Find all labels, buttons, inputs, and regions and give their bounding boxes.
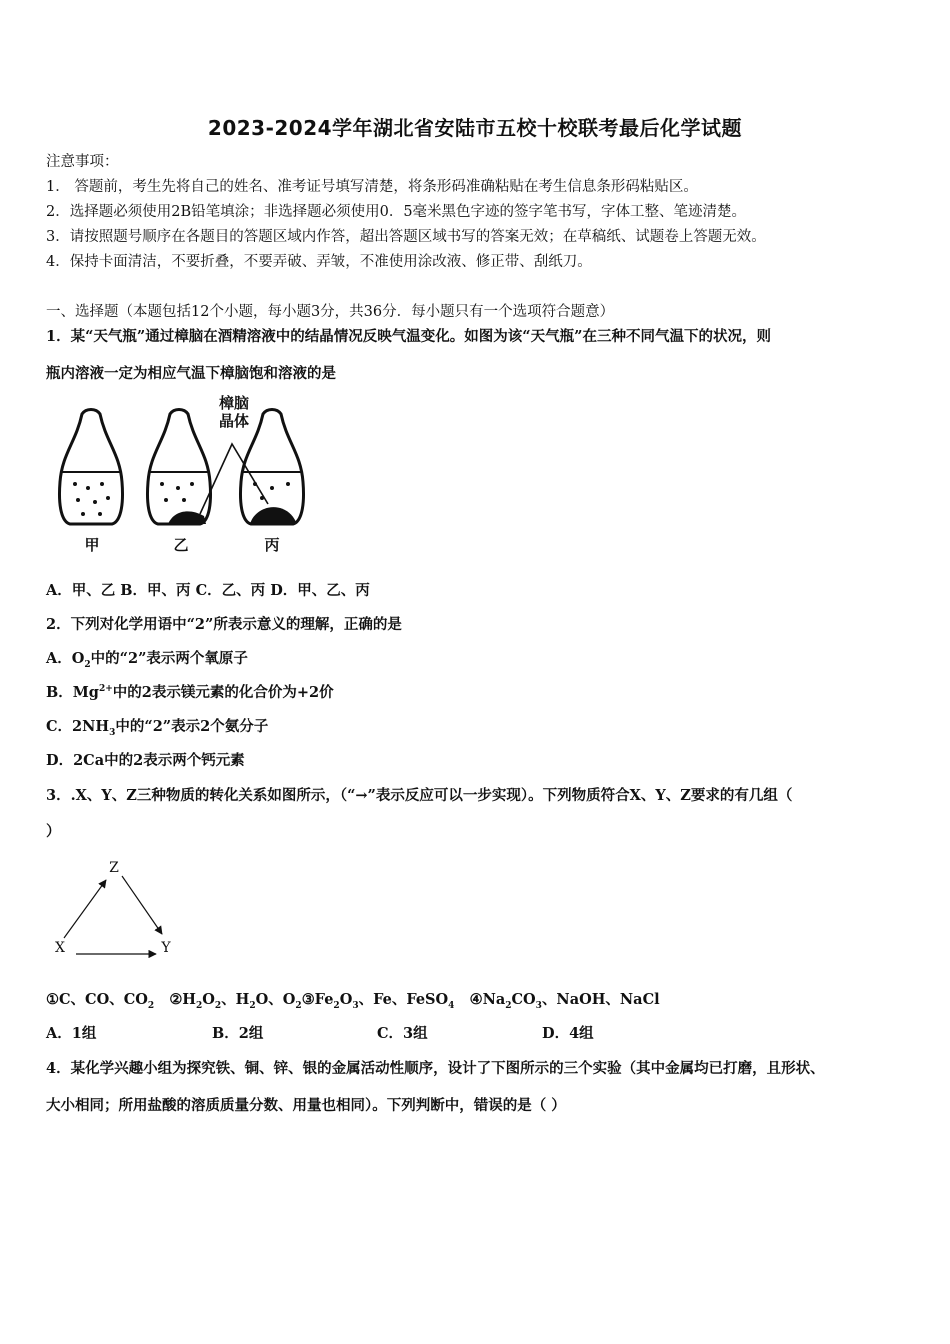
notice-item: 2．选择题必须使用2B铅笔填涂；非选择题必须使用0．5毫米黑色字迹的签字笔书写，字体工整、笔迹清楚。 — [46, 204, 747, 220]
bottle-label-jia: 甲 — [84, 536, 100, 554]
q1-stem-line2: 瓶内溶液一定为相应气温下樟脑饱和溶液的是 — [46, 365, 336, 382]
section-heading: 一、选择题（本题包括12个小题，每小题3分，共36分．每小题只有一个选项符合题意） — [46, 304, 615, 320]
q3-option-b: B．2组 — [212, 1025, 264, 1042]
crystal-label-line1: 樟脑 — [218, 394, 250, 412]
bottle-label-yi: 乙 — [173, 536, 189, 554]
q3-option-d: D．4组 — [542, 1025, 594, 1042]
q4-stem-line2: 大小相同；所用盐酸的溶质质量分数、用量也相同）。下列判断中，错误的是（ ） — [46, 1097, 566, 1114]
bottle-yi-particles — [160, 482, 194, 502]
node-y: Y — [161, 940, 171, 956]
node-x: X — [55, 940, 65, 956]
xyz-conversion-diagram — [46, 852, 186, 964]
q2-option-b: B．$Mg^{2+}$中的2表示镁元素的化合价为+2价 — [46, 684, 334, 701]
q1-stem-line1: 1．某“天气瓶”通过樟脑在酒精溶液中的结晶情况反映气温变化。如图为该“天气瓶”在三种不同气温下的状况，则 — [46, 328, 771, 345]
node-z: Z — [109, 860, 119, 876]
q2-option-d: D．2Ca中的2表示两个钙元素 — [46, 752, 245, 769]
bottle-bing-crystal — [250, 507, 296, 524]
weather-bottles-svg — [50, 392, 310, 560]
q3-groups: ①C、CO、$CO_2$ $②H_2O_2$、$H_2O$、$O_2③Fe_2O_3$、Fe、FeSO$_4$ $④Na_2CO_3$、NaOH、NaCl — [46, 991, 660, 1011]
q3-option-a: A．1组 — [46, 1025, 97, 1042]
bottle-label-bing: 丙 — [264, 536, 280, 554]
q2-option-a: A．$O_2$中的“2”表示两个氧原子 — [46, 650, 248, 670]
bottle-yi — [147, 410, 210, 525]
bottle-bing-particles — [253, 482, 290, 500]
crystal-label-line2: 晶体 — [218, 412, 250, 430]
notice-item: 1． 答题前，考生先将自己的姓名、准考证号填写清楚，将条形码准确粘贴在考生信息条形码粘贴区。 — [46, 179, 698, 195]
arrow-x-to-z — [64, 880, 106, 938]
q2-option-c: C．$2NH_3$中的“2”表示2个氨分子 — [46, 718, 269, 738]
weather-bottle-figure — [50, 392, 310, 560]
q3-option-c: C．3组 — [377, 1025, 428, 1042]
arrow-z-to-y — [122, 876, 162, 934]
bottle-bing — [240, 410, 303, 525]
q2-stem: 2．下列对化学用语中“2”所表示意义的理解，正确的是 — [46, 616, 402, 633]
notice-heading: 注意事项： — [46, 154, 119, 170]
q4-stem-line1: 4．某化学兴趣小组为探究铁、铜、锌、银的金属活动性顺序，设计了下图所示的三个实验（其中金属均已打磨，且形状、 — [46, 1060, 825, 1077]
q3-stem-line1: 3．.X、Y、Z三种物质的转化关系如图所示，（“→”表示反应可以一步实现）。下列物质符合X、Y、Z要求的有几组（ — [46, 787, 793, 804]
q1-options: A．甲、乙 B．甲、丙 C．乙、丙 D．甲、乙、丙 — [46, 582, 370, 599]
bottle-jia — [59, 410, 122, 525]
q3-stem-line2: ） — [46, 823, 61, 840]
notice-item: 3．请按照题号顺序在各题目的答题区域内作答，超出答题区域书写的答案无效；在草稿纸、试题卷上答题无效。 — [46, 229, 766, 245]
bottle-jia-particles — [73, 482, 110, 516]
page-title: 2023-2024学年湖北省安陆市五校十校联考最后化学试题 — [207, 116, 743, 140]
notice-item: 4．保持卡面清洁，不要折叠，不要弄破、弄皱，不准使用涂改液、修正带、刮纸刀。 — [46, 254, 592, 270]
